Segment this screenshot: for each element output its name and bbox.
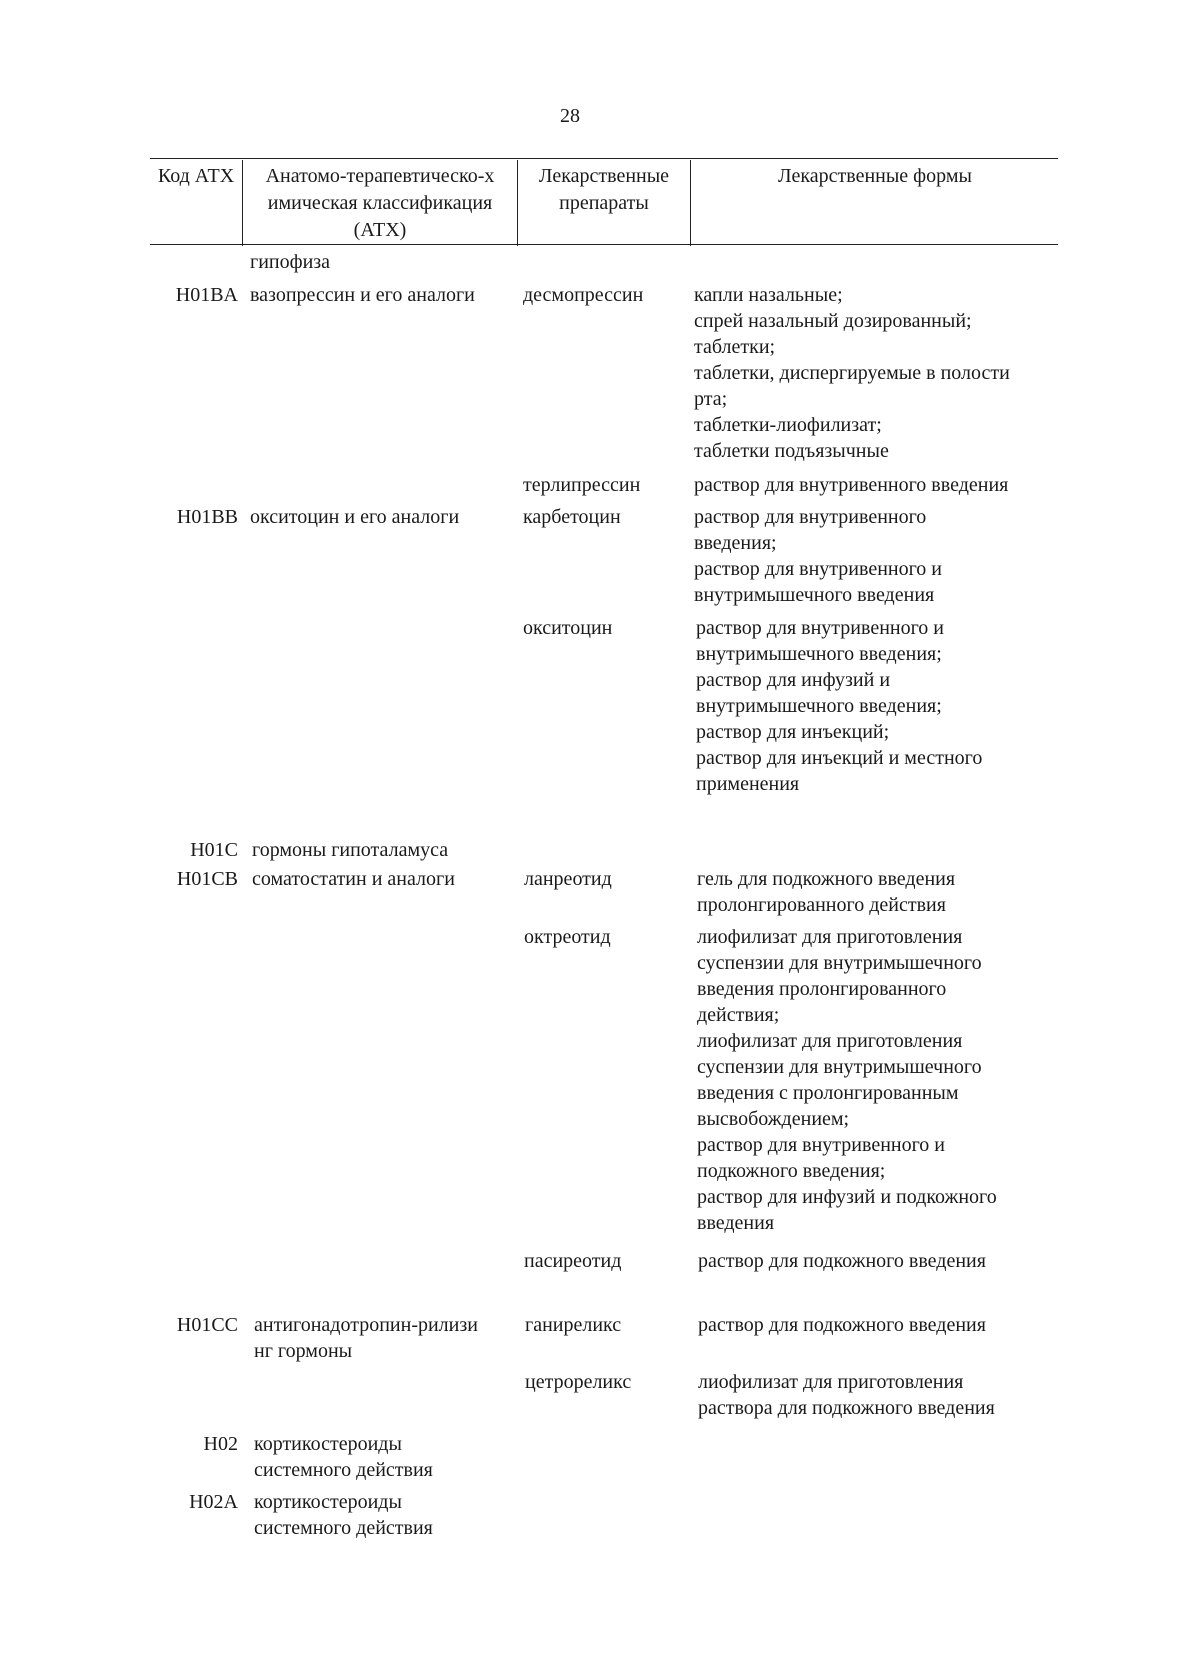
dosage-forms: лиофилизат для приготовления раствора для подкожного введения [698,1371,995,1419]
atc-name: гипофиза [250,251,331,273]
drug-name: карбетоцин [523,506,621,528]
drug-name: ганиреликс [525,1314,622,1336]
atc-code: H01BA [175,284,238,306]
dosage-forms: капли назальные; спрей назальный дозированный; таблетки; таблетки, диспергируемые в полости рта; таблетки-лиофилизат; таблетки подъязычные [694,284,1010,462]
atc-code: H01BB [176,506,238,528]
atc-code: H02A [189,1491,238,1513]
dosage-forms: раствор для подкожного введения [698,1314,986,1336]
header-drugs: Лекарственные препараты [538,165,670,214]
dosage-forms: раствор для внутривенного и внутримышечного введения; раствор для инфузий и внутримышечного введения; раствор для инъекций; раствор для инъекций и местного применения [696,617,983,795]
column-divider [690,160,691,246]
dosage-forms: лиофилизат для приготовления суспензии для внутримышечного введения пролонгированного действия; лиофилизат для приготовления суспензии для внутримышечного введения с пролонгированным высвобождением; раствор для внутривенного и подкожного введения; раствор для инфузий и подкожного введения [697,926,997,1234]
dosage-forms: гель для подкожного введения пролонгированного действия [697,868,956,916]
atc-name: вазопрессин и его аналоги [250,284,475,306]
atc-code: H01C [190,839,238,861]
atc-name: кортикостероиды системного действия [254,1491,433,1539]
atc-name: соматостатин и аналоги [252,868,455,890]
drug-name: ланреотид [524,868,612,890]
atc-code: H02 [203,1433,238,1455]
atc-name: кортикостероиды системного действия [254,1433,433,1481]
header-forms: Лекарственные формы [778,165,972,187]
drug-name: пасиреотид [524,1250,622,1272]
drug-name: цетрореликс [525,1371,632,1393]
header-code: Код АТХ [157,165,235,187]
header-top-rule [150,158,1058,159]
dosage-forms: раствор для внутривенного введения [694,474,1009,496]
drug-name: десмопрессин [523,284,644,306]
atc-code: H01CC [176,1314,238,1336]
drug-name: октреотид [524,926,611,948]
header-classification: Анатомо-терапевтическо-х имическая классификация (АТХ) [265,165,495,241]
drug-name: терлипрессин [523,474,641,496]
drug-name: окситоцин [523,617,613,639]
column-divider [517,160,518,246]
header-bottom-rule [150,244,1058,245]
atc-name: гормоны гипоталамуса [252,839,449,861]
atc-name: окситоцин и его аналоги [250,506,460,528]
atc-name: антигонадотропин-рилизи нг гормоны [254,1314,478,1362]
dosage-forms: раствор для подкожного введения [698,1250,986,1272]
page-number: 28 [560,105,580,127]
dosage-forms: раствор для внутривенного введения; раствор для внутривенного и внутримышечного введения [694,506,943,606]
atc-code: H01CB [176,868,238,890]
column-divider [242,160,243,246]
